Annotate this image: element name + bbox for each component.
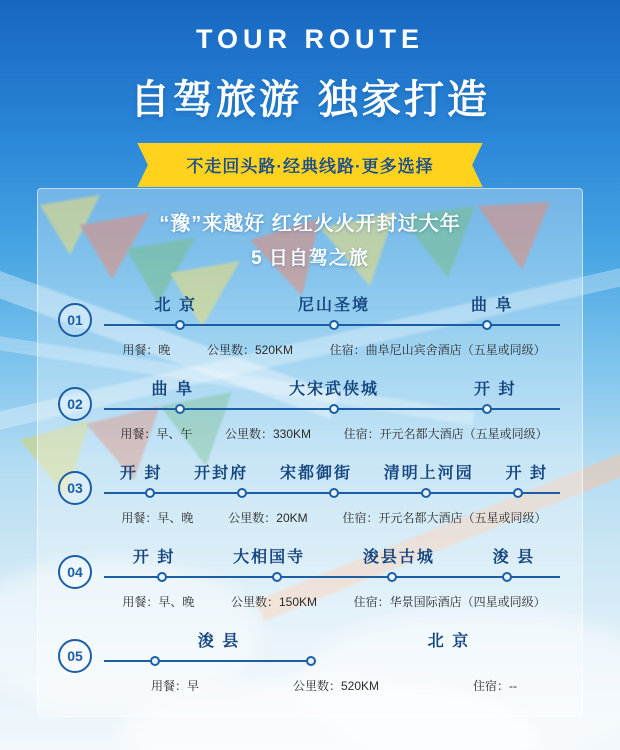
itinerary-day-row [56, 453, 564, 537]
meal-info: 用餐：早 [150, 679, 199, 693]
distance-info: 公里数：150KM [230, 595, 317, 609]
meal-info: 用餐：早、晚 [121, 511, 194, 525]
day-meta [104, 509, 564, 526]
day-badge: 01 [58, 303, 92, 337]
day-stops [104, 627, 564, 651]
page-title-right: 独家打造 [318, 78, 490, 122]
day-badge: 03 [58, 471, 92, 505]
stop-label: 开 封 [474, 381, 517, 398]
route-dot [175, 320, 185, 330]
itinerary-card [37, 188, 583, 717]
route-dot [329, 488, 339, 498]
itinerary-day-list [56, 285, 564, 705]
page-title-left: 自驾旅游 [130, 78, 302, 122]
route-dot [421, 488, 431, 498]
stop-label: 尼山圣境 [297, 297, 370, 314]
hotel-info: 住宿：曲阜尼山宾舍酒店（五星或同级） [329, 343, 546, 357]
ribbon-label: 不走回头路·经典线路·更多选择 [152, 143, 467, 187]
stop-label: 曲 阜 [471, 297, 514, 314]
stop-label: 清明上河园 [383, 465, 474, 482]
stop-label: 大相国寺 [233, 549, 306, 566]
route-dot [482, 404, 492, 414]
hotel-info: 住宿：华景国际酒店（四星或同级） [353, 595, 546, 609]
route-dot [175, 404, 185, 414]
route-line [104, 654, 564, 668]
route-dot [237, 488, 247, 498]
route-dot [272, 572, 282, 582]
day-badge: 04 [58, 555, 92, 589]
distance-info: 公里数：20KM [228, 511, 308, 525]
eyebrow-title: TOUR ROUTE [195, 24, 424, 54]
route-dot [513, 488, 523, 498]
stop-label: 浚县古城 [362, 549, 435, 566]
route-dot [387, 572, 397, 582]
route-line [104, 570, 564, 584]
stop-label: 北 京 [427, 633, 471, 650]
hotel-info: 住宿：开元名都大酒店（五星或同级） [343, 427, 548, 441]
distance-info: 公里数：330KM [224, 427, 311, 441]
stop-label: 开 封 [505, 465, 549, 482]
day-stops [104, 375, 564, 399]
route-dot [150, 656, 160, 666]
stop-label: 开 封 [132, 549, 176, 566]
hotel-info: 住宿：-- [473, 679, 517, 693]
stop-label: 大宋武侠城 [288, 381, 379, 398]
route-dot [329, 404, 339, 414]
stop-label: 浚 县 [197, 633, 241, 650]
day-stops [104, 543, 564, 567]
distance-info: 公里数：520KM [206, 343, 293, 357]
day-badge: 05 [58, 639, 92, 673]
route-line [104, 318, 564, 332]
ribbon-banner [0, 143, 620, 187]
itinerary-day-row [56, 537, 564, 621]
poster-header [0, 0, 620, 187]
page-title [0, 68, 620, 125]
day-meta [104, 677, 564, 694]
meal-info: 用餐：早、午 [120, 427, 193, 441]
itinerary-title: “豫”来越好 红红火火开封过大年 [159, 213, 461, 235]
route-dot [157, 572, 167, 582]
route-line [104, 402, 564, 416]
distance-info: 公里数：520KM [292, 679, 380, 693]
day-stops [104, 291, 564, 315]
meal-info: 用餐：晚 [122, 343, 171, 357]
day-badge: 02 [58, 387, 92, 421]
itinerary-day-row [56, 369, 564, 453]
route-dot [482, 320, 492, 330]
route-dot [329, 320, 339, 330]
meal-info: 用餐：早、晚 [122, 595, 195, 609]
day-meta [104, 425, 564, 442]
route-dot [502, 572, 512, 582]
itinerary-day-row [56, 285, 564, 369]
day-stops [104, 459, 564, 483]
route-dot [145, 488, 155, 498]
stop-label: 北 京 [154, 297, 197, 314]
stop-label: 开 封 [119, 465, 163, 482]
route-line [104, 486, 564, 500]
hotel-info: 住宿：开元名都大酒店（五星或同级） [342, 511, 547, 525]
itinerary-subtitle: 5 日自驾之旅 [251, 248, 369, 269]
stop-label: 宋都御街 [279, 465, 352, 482]
route-dot [306, 656, 316, 666]
itinerary-day-row [56, 621, 564, 705]
stop-label: 浚 县 [492, 549, 536, 566]
stop-label: 曲 阜 [151, 381, 194, 398]
day-meta [104, 593, 564, 610]
stop-label: 开封府 [194, 465, 249, 482]
day-meta [104, 341, 564, 358]
